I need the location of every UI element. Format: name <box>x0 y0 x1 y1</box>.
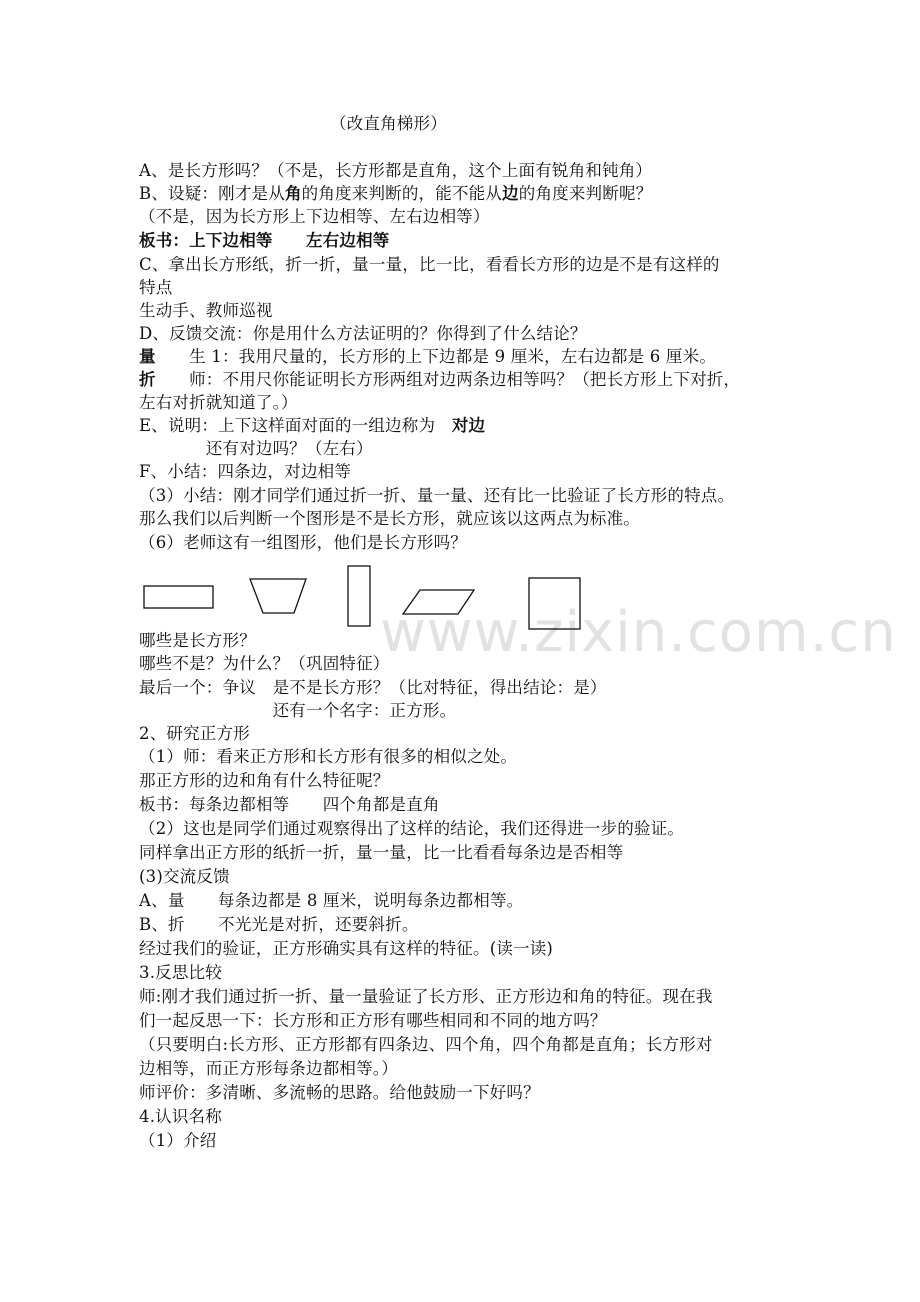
text-line: B、折 不光光是对折，还要斜折。 <box>139 915 419 934</box>
text-line: 经过我们的验证，正方形确实具有这样的特征。(读一读) <box>139 939 554 958</box>
text-line: 特点 <box>139 278 173 297</box>
heading-trapezoid-note: （改直角梯形） <box>330 114 447 133</box>
text-line: A、量 每条边都是 8 厘米，说明每条边都相等。 <box>139 891 524 910</box>
parallelogram-shape <box>403 590 474 614</box>
text-line: 师:刚才我们通过折一折、量一量验证了长方形、正方形边和角的特征。现在我 <box>139 987 713 1006</box>
emphasis-opposite-sides: 对边 <box>451 416 486 435</box>
text-span: 生 1：我用尺量的，长方形的上下边都是 9 厘米，左右边都是 6 厘米。 <box>155 347 717 366</box>
text-line-a: A、是长方形吗？（不是，长方形都是直角，这个上面有锐角和钝角） <box>139 161 653 180</box>
emphasis-side: 边 <box>502 184 519 203</box>
text-line: 哪些不是？为什么？（巩固特征） <box>139 654 390 673</box>
text-line: 还有一个名字：正方形。 <box>139 701 457 720</box>
section-heading-names: 4.认识名称 <box>139 1107 222 1126</box>
text-line: 哪些是长方形？ <box>139 631 256 650</box>
text-line: （1）介绍 <box>139 1131 217 1150</box>
section-heading-reflect: 3.反思比较 <box>139 963 222 982</box>
text-span: 的角度来判断呢？ <box>518 184 653 203</box>
watermark: www.zixin.com.cn <box>380 600 897 665</box>
emphasis-angle: 角 <box>284 184 302 203</box>
board-note: 板书：上下边相等 左右边相等 <box>139 231 390 250</box>
text-line: （6）老师这有一组图形，他们是长方形吗？ <box>139 533 467 552</box>
text-line-b <box>139 183 652 205</box>
text-line: 那么我们以后判断一个图形是不是长方形，就应该以这两点为标准。 <box>139 509 640 528</box>
tall-rectangle-shape <box>348 566 370 626</box>
text-line: 还有对边吗？（左右） <box>139 439 373 458</box>
text-line: 左右对折就知道了。） <box>139 393 298 412</box>
text-line: 师评价：多清晰、多流畅的思路。给他鼓励一下好吗？ <box>139 1083 540 1102</box>
section-heading-square: 2、研究正方形 <box>139 724 250 743</box>
label-fold: 折 <box>139 370 156 389</box>
text-line: 那正方形的边和角有什么特征呢？ <box>139 771 390 790</box>
board-note-square: 板书：每条边都相等 四个角都是直角 <box>139 795 440 814</box>
text-line-measure <box>139 346 716 368</box>
text-line: 同样拿出正方形的纸折一折，量一量，比一比看看每条边是否相等 <box>139 843 624 862</box>
text-line: （1）师：看来正方形和长方形有很多的相似之处。 <box>139 747 518 766</box>
text-span: B、设疑：刚才是从 <box>139 184 285 203</box>
text-line-e <box>139 415 485 437</box>
text-span: 的角度来判断的，能不能从 <box>301 184 503 203</box>
text-line-f: F、小结：四条边，对边相等 <box>139 462 352 481</box>
text-line: （不是，因为长方形上下边相等、左右边相等） <box>139 207 490 226</box>
text-line: （只要明白:长方形、正方形都有四条边、四个角，四个角都是直角；长方形对 <box>139 1035 713 1054</box>
text-line: （3）小结：刚才同学们通过折一折、量一量、还有比一比验证了长方形的特点。 <box>139 486 735 505</box>
text-line: （2）这也是同学们通过观察得出了这样的结论，我们还得进一步的验证。 <box>139 819 685 838</box>
text-span: 师：不用尺你能证明长方形两组对边两条边相等吗？（把长方形上下对折， <box>155 370 741 389</box>
text-line-c: C、拿出长方形纸，折一折，量一量，比一比，看看长方形的边是不是有这样的 <box>139 255 720 274</box>
trapezoid-shape <box>250 579 306 613</box>
text-line-d: D、反馈交流：你是用什么方法证明的？你得到了什么结论？ <box>139 324 587 343</box>
rectangle-shape <box>144 586 213 608</box>
text-line: 生动手、教师巡视 <box>139 301 273 320</box>
text-line: (3)交流反馈 <box>139 867 230 886</box>
text-line: 边相等，而正方形每条边都相等。） <box>139 1059 398 1078</box>
text-line: 们一起反思一下：长方形和正方形有哪些相同和不同的地方吗？ <box>139 1011 607 1030</box>
text-span: E、说明：上下这样面对面的一组边称为 <box>139 416 452 435</box>
label-measure: 量 <box>139 347 156 366</box>
text-line: 最后一个：争议 是不是长方形？（比对特征，得出结论：是） <box>139 678 607 697</box>
text-line-fold <box>139 369 740 391</box>
square-shape <box>529 578 580 629</box>
